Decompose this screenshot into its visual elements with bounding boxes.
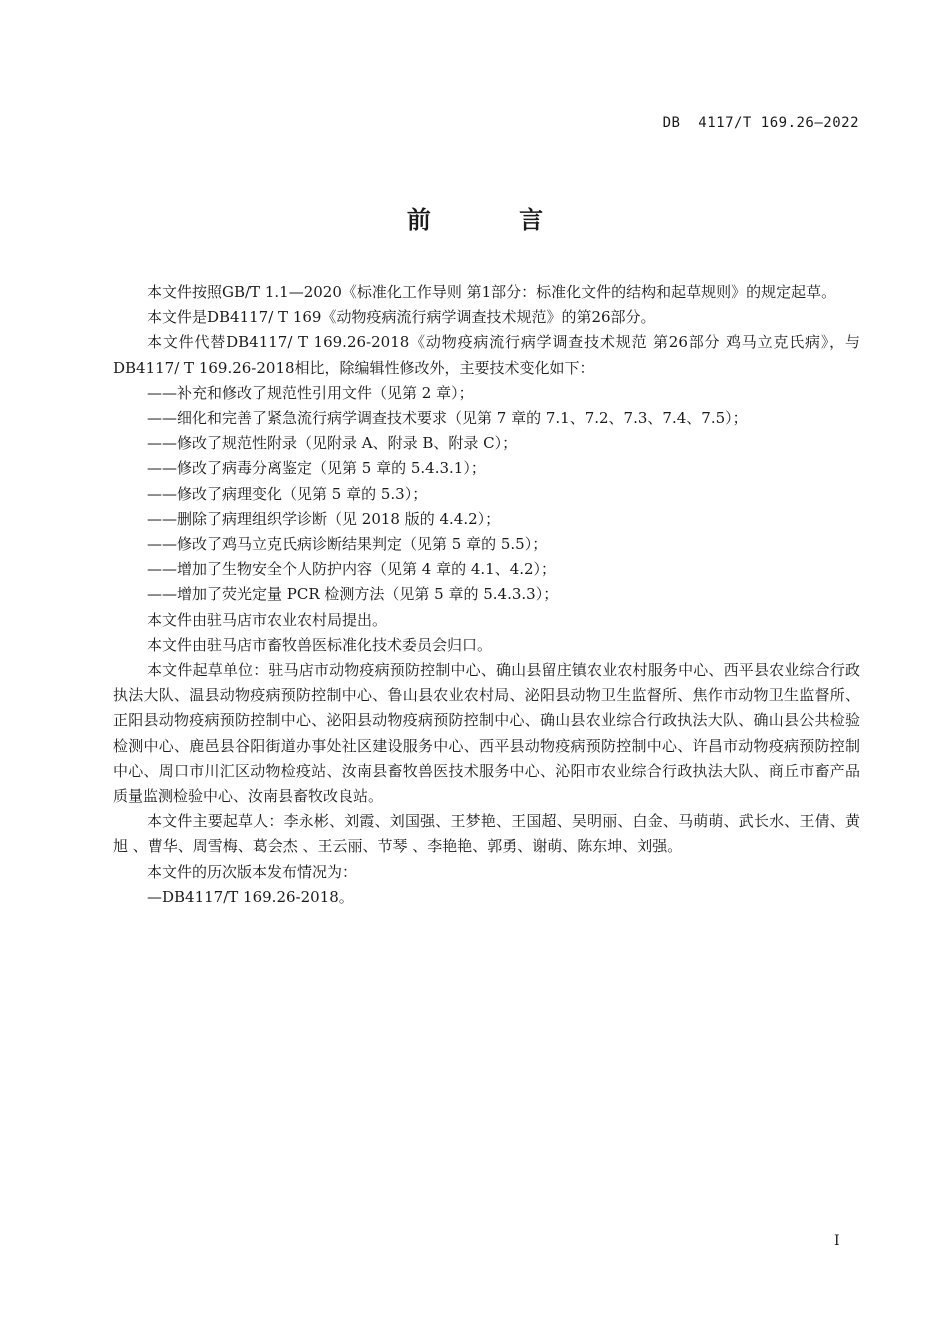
paragraph-proposed-by: 本文件由驻马店市农业农村局提出。 bbox=[147, 610, 388, 629]
list-item: ——补充和修改了规范性引用文件（见第 2 章）； bbox=[147, 383, 474, 402]
paragraph-version-history: 本文件的历次版本发布情况为： bbox=[147, 862, 358, 881]
list-item: ——修改了病毒分离鉴定（见第 5 章的 5.4.3.1）； bbox=[147, 459, 486, 478]
list-item: ——细化和完善了紧急流行病学调查技术要求（见第 7 章的 7.1、7.2、7.3、7.4、7.5）； bbox=[147, 409, 748, 428]
list-item: ——修改了病理变化（见第 5 章的 5.3）； bbox=[147, 484, 428, 503]
changes-list bbox=[113, 381, 860, 608]
page-title: 前 言 bbox=[406, 206, 584, 234]
document-code: DB 4117/T 169.26—2022 bbox=[662, 115, 859, 131]
paragraph-centralized-by: 本文件由驻马店市畜牧兽医标准化技术委员会归口。 bbox=[147, 635, 493, 654]
list-item: ——增加了荧光定量 PCR 检测方法（见第 5 章的 5.4.3.3）； bbox=[147, 585, 559, 604]
page-number: I bbox=[834, 1233, 840, 1249]
history-item: —DB4117/T 169.26-2018。 bbox=[147, 887, 354, 906]
list-item: ——修改了鸡马立克氏病诊断结果判定（见第 5 章的 5.5）； bbox=[147, 535, 548, 554]
document-body bbox=[113, 280, 860, 910]
paragraph-drafting-units: 本文件起草单位：驻马店市动物疫病预防控制中心、确山县留庄镇农业农村服务中心、西平县农业综合行政执法大队、温县动物疫病预防控制中心、鲁山县农业农村局、泌阳县动物卫生监督所、焦作市动物卫生监督所、正阳县动物疫病预防控制中心、泌阳县动物疫病预防控制中心、确山县农业综合行政执法大队、确山县公共检验检测中心、鹿邑县谷阳街道办事处社区建设服务中心、西平县动物疫病预防控制中心、许昌市动物疫病预防控制中心、周口市川汇区动物检疫站、汝南县畜牧兽医技术服务中心、沁阳市农业综合行政执法大队、商丘市畜产品质量监测检验中心、汝南县畜牧改良站。 bbox=[113, 661, 860, 806]
paragraph-replaces: 本文件代替DB4117/ T 169.26-2018《动物疫病流行病学调查技术规范 第26部分 鸡马立克氏病》，与DB4117/ T 169.26-2018相比，除编辑性修改外，主要技术变化如下： bbox=[113, 333, 860, 377]
paragraph-part-of-series: 本文件是DB4117/ T 169《动物疫病流行病学调查技术规范》的第26部分。 bbox=[147, 308, 656, 327]
paragraph-drafters: 本文件主要起草人：李永彬、刘霞、刘国强、王梦艳、王国超、吴明丽、白金、马萌萌、武长水、王倩、黄旭 、曹华、周雪梅、葛会杰 、王云丽、节琴 、李艳艳、郭勇、谢萌、陈东坤、刘强。 bbox=[113, 812, 860, 856]
list-item: ——删除了病理组织学诊断（见 2018 版的 4.4.2）； bbox=[147, 509, 501, 528]
list-item: ——修改了规范性附录（见附录 A、附录 B、附录 C）； bbox=[147, 434, 518, 453]
list-item: ——增加了生物安全个人防护内容（见第 4 章的 4.1、4.2）； bbox=[147, 560, 557, 579]
paragraph-drafting-rules: 本文件按照GB/T 1.1—2020《标准化工作导则 第1部分：标准化文件的结构和起草规则》的规定起草。 bbox=[147, 283, 837, 301]
